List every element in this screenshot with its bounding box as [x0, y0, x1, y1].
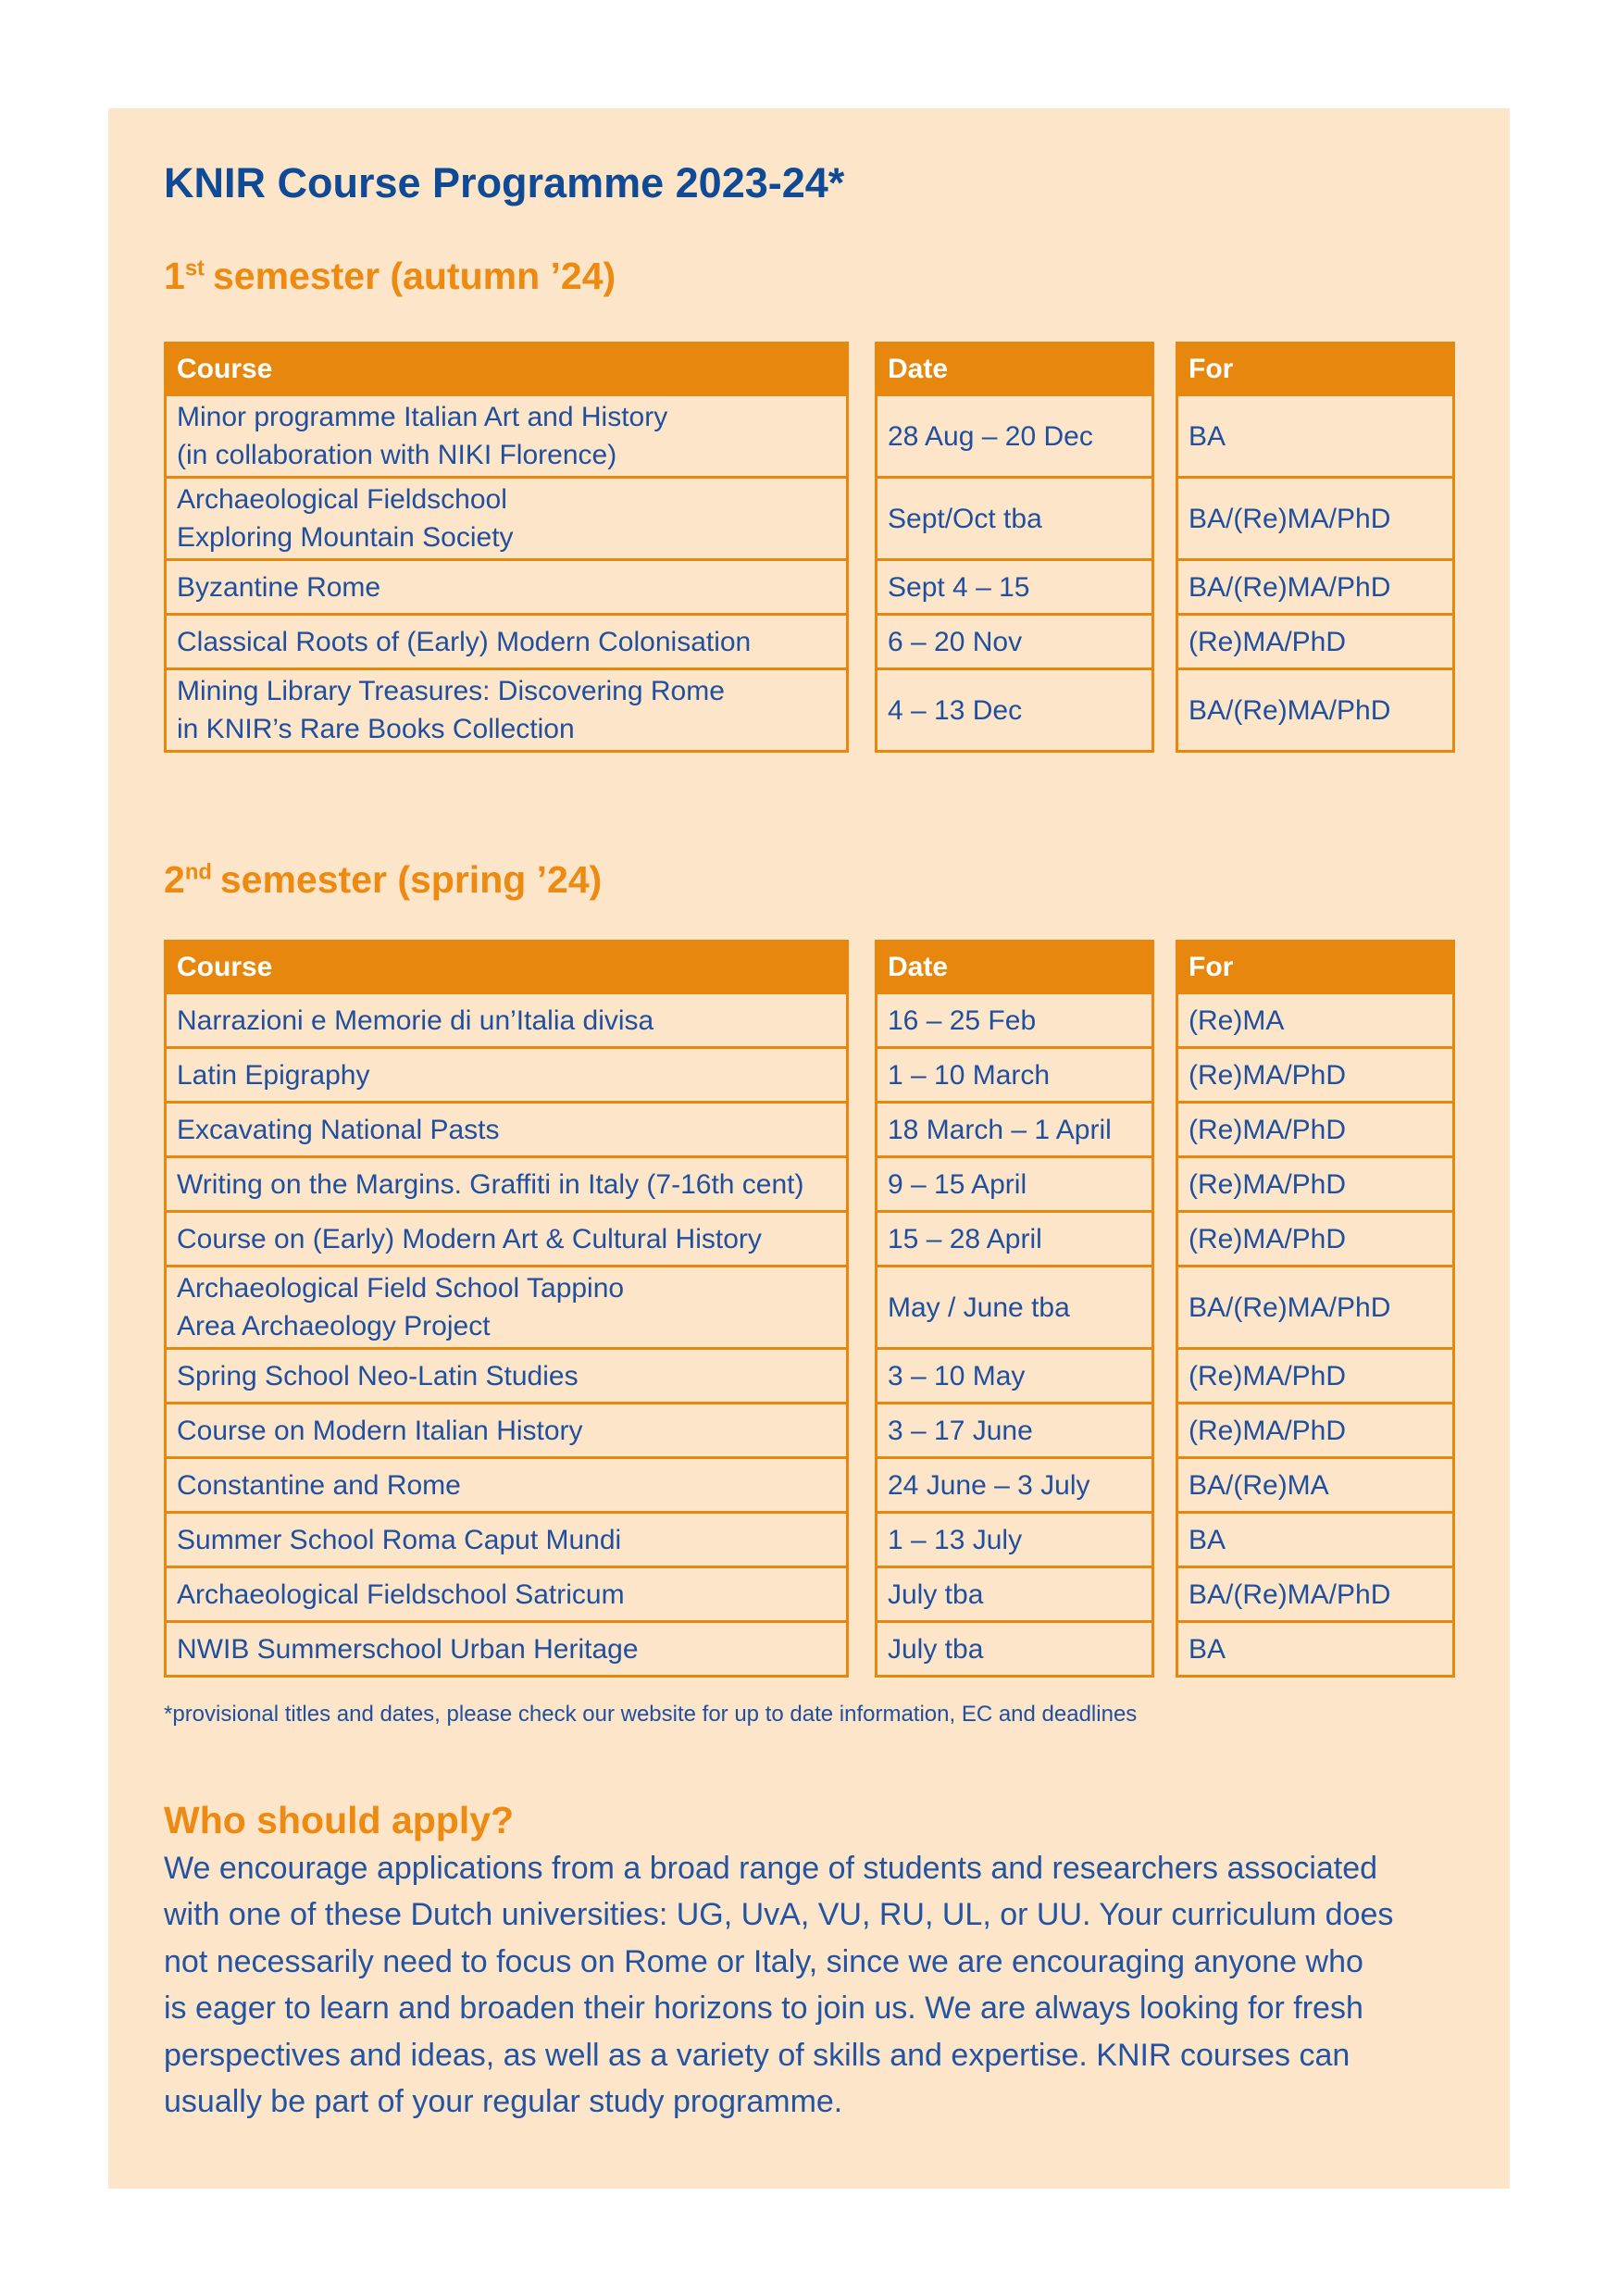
- course-cell: [164, 1404, 849, 1459]
- audience-cell: (Re)MA/PhD: [1176, 1104, 1455, 1158]
- course-name-line: Constantine and Rome: [177, 1469, 461, 1501]
- apply-body-line: not necessarily need to focus on Rome or Italy, since we are encouraging anyone who: [164, 1943, 1363, 1979]
- course-name-line: Mining Library Treasures: Discovering Rome: [177, 676, 725, 706]
- date-cell: Sept 4 – 15: [875, 561, 1154, 616]
- date-cell: 18 March – 1 April: [875, 1104, 1154, 1158]
- date-cell: 28 Aug – 20 Dec: [875, 396, 1154, 479]
- course-name-line: Summer School Roma Caput Mundi: [177, 1524, 622, 1555]
- course-name-line: Writing on the Margins. Graffiti in Italy (7-16th cent): [177, 1168, 804, 1200]
- semester-1-heading: [164, 252, 616, 300]
- course-cell: [164, 1267, 849, 1350]
- column-header-for: For: [1176, 342, 1455, 396]
- date-cell: 3 – 17 June: [875, 1404, 1154, 1459]
- audience-cell: BA: [1176, 1623, 1455, 1678]
- column-header-date: Date: [875, 940, 1154, 994]
- column-header-for: For: [1176, 940, 1455, 994]
- date-cell: 24 June – 3 July: [875, 1459, 1154, 1514]
- course-name-line: in KNIR’s Rare Books Collection: [177, 714, 575, 744]
- course-cell: [164, 396, 849, 479]
- course-name-line: Excavating National Pasts: [177, 1114, 500, 1145]
- column-header-course: Course: [164, 342, 849, 396]
- semester-2-table: [164, 940, 1455, 1678]
- course-name-line: Course on Modern Italian History: [177, 1415, 583, 1446]
- audience-cell: (Re)MA/PhD: [1176, 1158, 1455, 1213]
- audience-cell: (Re)MA/PhD: [1176, 1213, 1455, 1267]
- date-cell: July tba: [875, 1568, 1154, 1623]
- course-name-line: Latin Epigraphy: [177, 1059, 370, 1091]
- audience-cell: (Re)MA/PhD: [1176, 616, 1455, 670]
- audience-cell: BA/(Re)MA/PhD: [1176, 1568, 1455, 1623]
- date-cell: 15 – 28 April: [875, 1213, 1154, 1267]
- course-cell: [164, 561, 849, 616]
- semester-ordinal-suffix: st: [184, 256, 205, 281]
- date-cell: 9 – 15 April: [875, 1158, 1154, 1213]
- page-title: KNIR Course Programme 2023-24*: [164, 159, 845, 206]
- course-cell: [164, 1104, 849, 1158]
- footnote: *provisional titles and dates, please check our website for up to date information, EC and deadlines: [164, 1702, 1138, 1727]
- semester-2-heading: [164, 855, 602, 904]
- course-cell: [164, 1049, 849, 1104]
- date-cell: 1 – 10 March: [875, 1049, 1154, 1104]
- course-cell: [164, 1459, 849, 1514]
- course-name-line: Exploring Mountain Society: [177, 522, 514, 553]
- apply-body-line: with one of these Dutch universities: UG, UvA, VU, RU, UL, or UU. Your curriculum does: [164, 1897, 1394, 1933]
- date-cell: Sept/Oct tba: [875, 479, 1154, 561]
- course-name-line: Minor programme Italian Art and History: [177, 402, 668, 432]
- audience-cell: BA: [1176, 396, 1455, 479]
- audience-cell: (Re)MA/PhD: [1176, 1350, 1455, 1404]
- course-cell: [164, 1213, 849, 1267]
- audience-cell: BA/(Re)MA/PhD: [1176, 561, 1455, 616]
- date-cell: May / June tba: [875, 1267, 1154, 1350]
- course-cell: [164, 1623, 849, 1678]
- date-cell: July tba: [875, 1623, 1154, 1678]
- date-cell: 4 – 13 Dec: [875, 670, 1154, 753]
- apply-body: [164, 1845, 1393, 2125]
- course-cell: [164, 479, 849, 561]
- apply-heading: Who should apply?: [164, 1799, 515, 1841]
- date-cell: 6 – 20 Nov: [875, 616, 1154, 670]
- audience-cell: BA/(Re)MA/PhD: [1176, 670, 1455, 753]
- course-name-line: Course on (Early) Modern Art & Cultural History: [177, 1223, 762, 1254]
- semester-1-table: [164, 342, 1455, 753]
- course-cell: [164, 1514, 849, 1568]
- course-cell: [164, 1350, 849, 1404]
- course-name-line: Archaeological Fieldschool: [177, 484, 507, 515]
- apply-body-line: We encourage applications from a broad range of students and researchers associated: [164, 1851, 1378, 1886]
- audience-cell: BA: [1176, 1514, 1455, 1568]
- course-name-line: NWIB Summerschool Urban Heritage: [177, 1633, 639, 1665]
- audience-cell: (Re)MA/PhD: [1176, 1404, 1455, 1459]
- course-name-line: Classical Roots of (Early) Modern Colonisation: [177, 626, 752, 657]
- course-name-line: (in collaboration with NIKI Florence): [177, 440, 617, 470]
- apply-body-line: perspectives and ideas, as well as a variety of skills and expertise. KNIR courses can: [164, 2037, 1350, 2073]
- column-header-date: Date: [875, 342, 1154, 396]
- audience-cell: BA/(Re)MA: [1176, 1459, 1455, 1514]
- semester-ordinal: 2: [164, 858, 185, 901]
- date-cell: 16 – 25 Feb: [875, 994, 1154, 1049]
- apply-body-line: usually be part of your regular study programme.: [164, 2084, 843, 2120]
- semester-title: semester (spring ’24): [219, 858, 603, 901]
- course-name-line: Byzantine Rome: [177, 571, 381, 603]
- course-cell: [164, 1568, 849, 1623]
- audience-cell: BA/(Re)MA/PhD: [1176, 1267, 1455, 1350]
- date-cell: 3 – 10 May: [875, 1350, 1154, 1404]
- semester-title: semester (autumn ’24): [212, 255, 616, 297]
- course-name-line: Narrazioni e Memorie di un’Italia divisa: [177, 1004, 654, 1036]
- course-cell: [164, 1158, 849, 1213]
- course-name-line: Archaeological Fieldschool Satricum: [177, 1578, 625, 1610]
- column-header-course: Course: [164, 940, 849, 994]
- course-name-line: Area Archaeology Project: [177, 1311, 491, 1341]
- audience-cell: (Re)MA/PhD: [1176, 1049, 1455, 1104]
- course-cell: [164, 994, 849, 1049]
- semester-ordinal-suffix: nd: [184, 859, 212, 885]
- course-cell: [164, 616, 849, 670]
- date-cell: 1 – 13 July: [875, 1514, 1154, 1568]
- course-name-line: Archaeological Field School Tappino: [177, 1273, 625, 1304]
- course-cell: [164, 670, 849, 753]
- audience-cell: (Re)MA: [1176, 994, 1455, 1049]
- audience-cell: BA/(Re)MA/PhD: [1176, 479, 1455, 561]
- apply-body-line: is eager to learn and broaden their horizons to join us. We are always looking for fresh: [164, 1990, 1363, 2027]
- semester-ordinal: 1: [164, 255, 185, 297]
- course-name-line: Spring School Neo-Latin Studies: [177, 1360, 579, 1391]
